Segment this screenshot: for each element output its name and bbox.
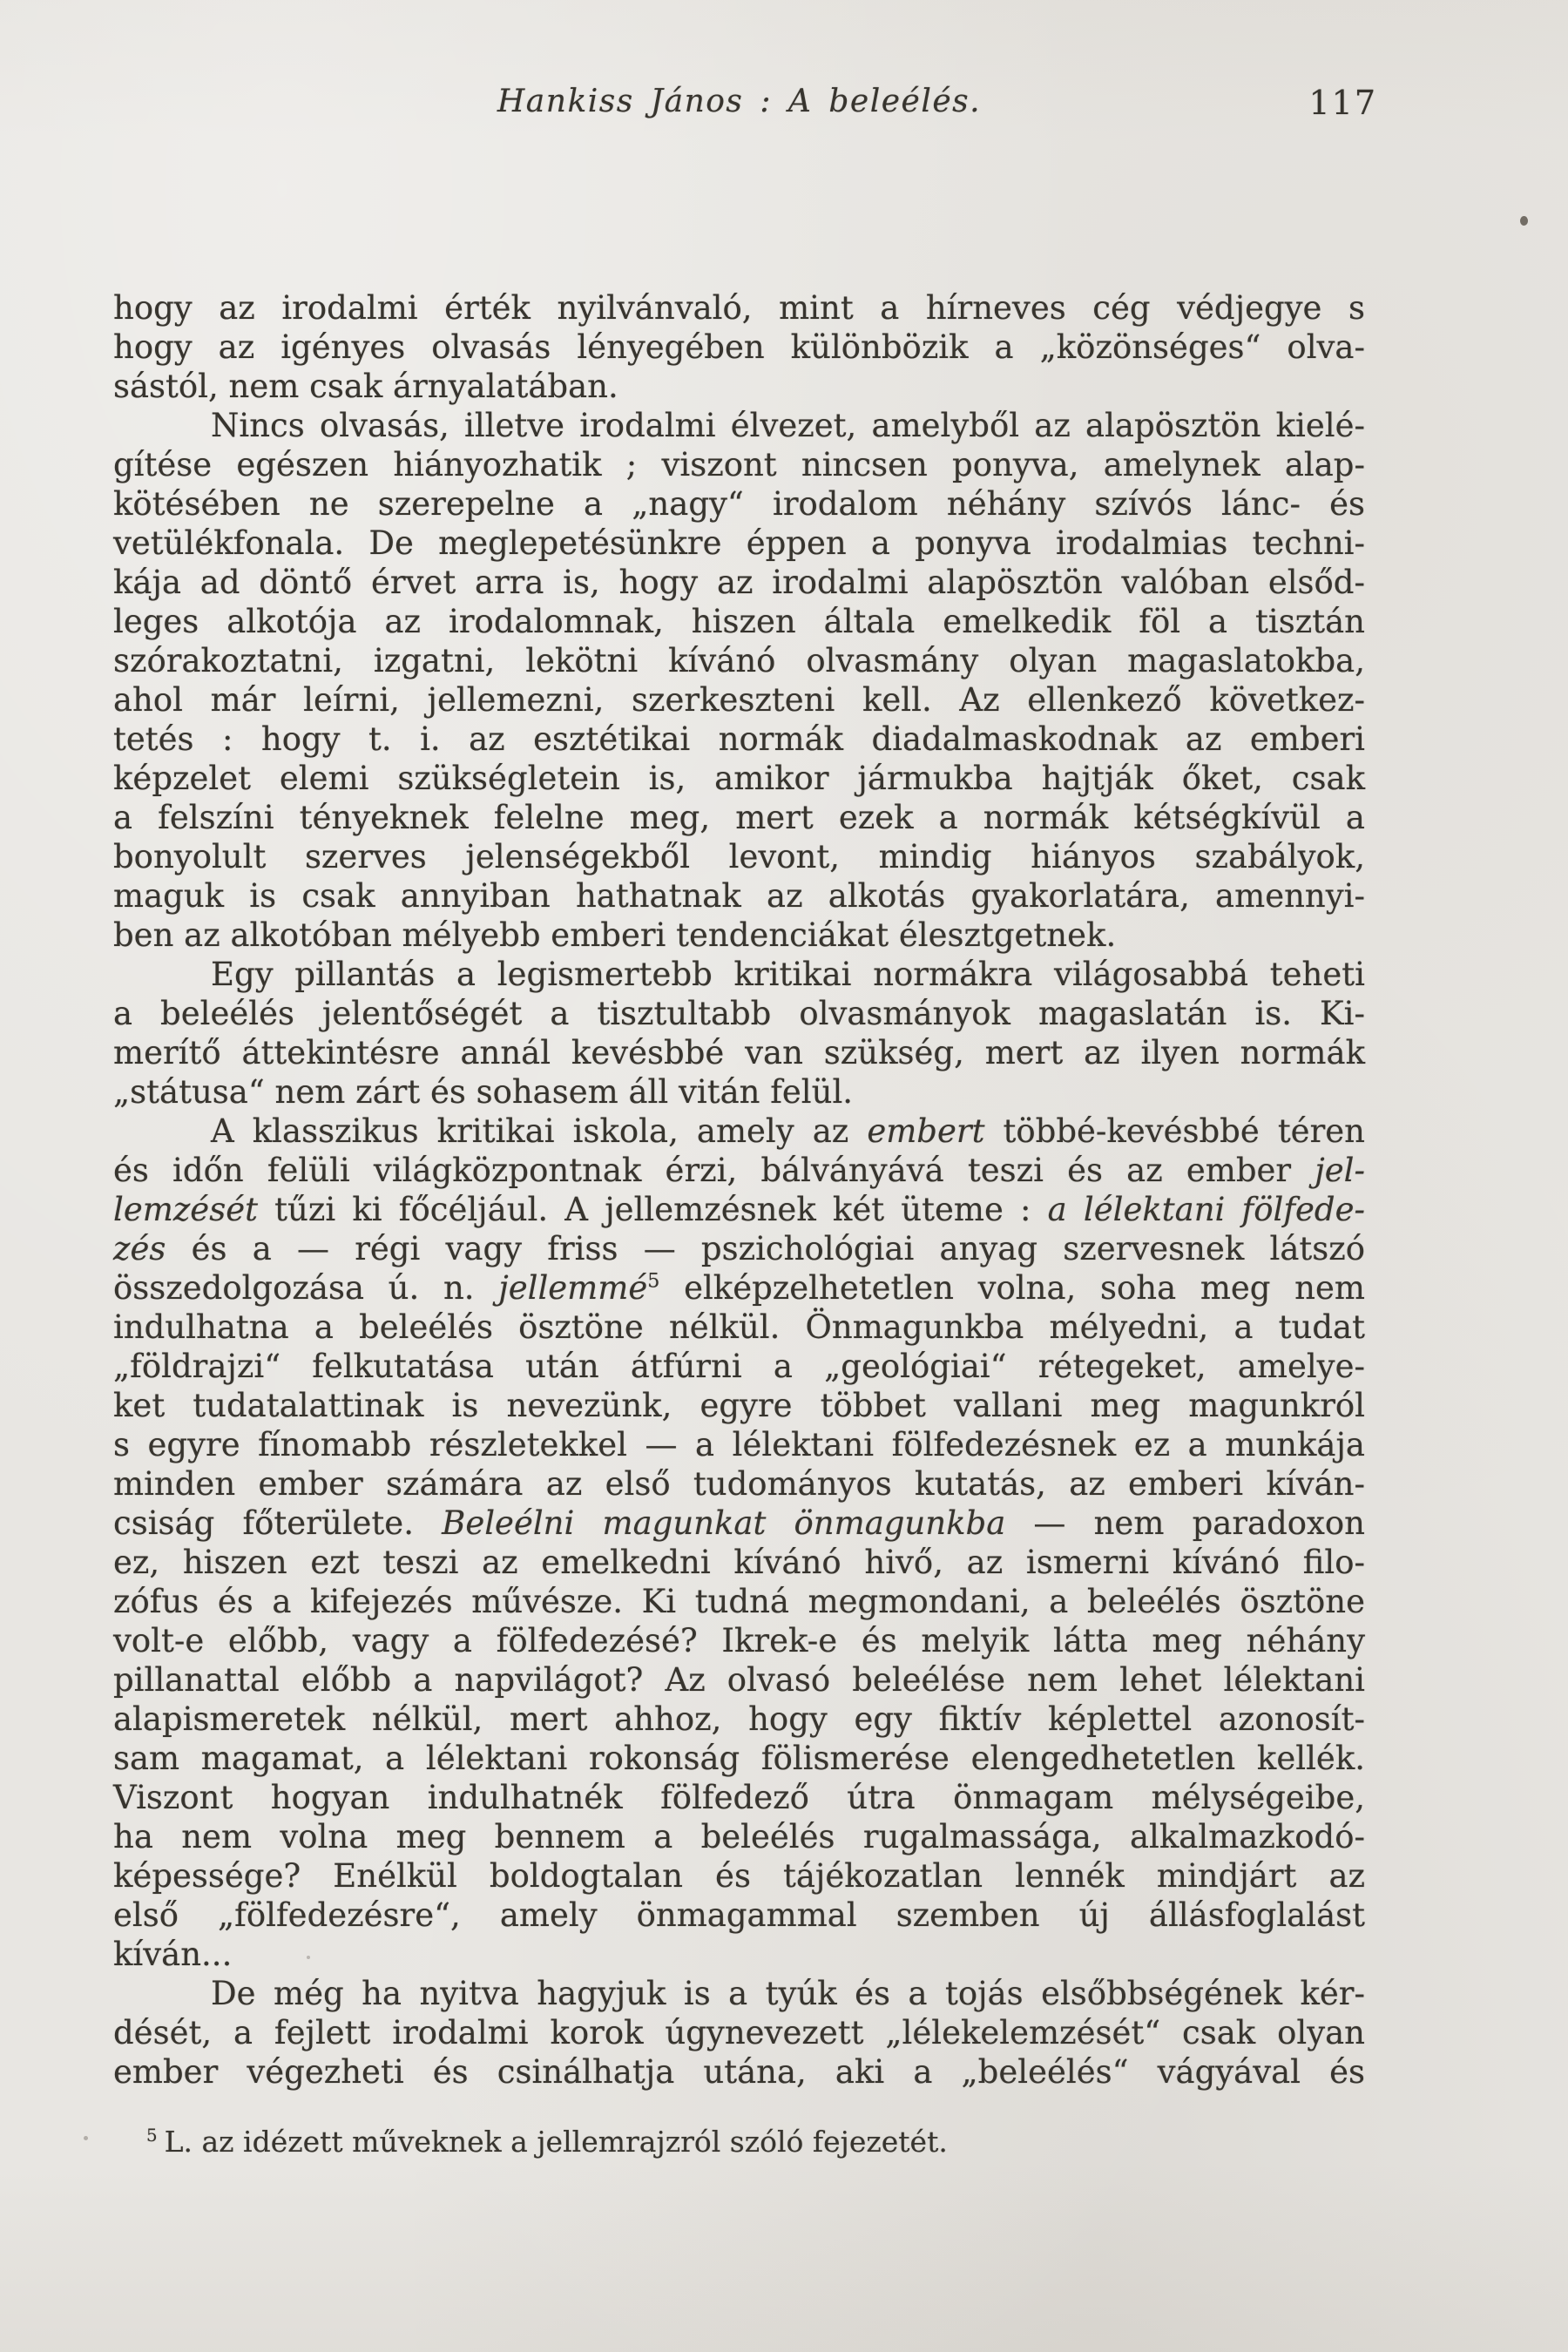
text-line: lemzését tűzi ki főcéljául. A jellemzésnek két üteme : a lélektani fölfede-	[113, 1191, 1366, 1228]
text-line: kíván...	[113, 1936, 233, 1973]
text-line: volt-e előbb, vagy a fölfedezésé? Ikrek-e és melyik látta meg néhány	[113, 1622, 1365, 1659]
emphasis-text: zés	[113, 1230, 166, 1267]
text-line: tetés : hogy t. i. az esztétikai normák diadalmaskodnak az emberi	[113, 720, 1365, 758]
text-line: vetülékfonala. De meglepetésünkre éppen a ponyva irodalmias techni-	[113, 524, 1365, 562]
text-line: De még ha nyitva hagyjuk is a tyúk és a tojás elsőbbségének kér-	[211, 1975, 1365, 2012]
emphasis-text: a lélektani fölfede-	[1047, 1191, 1366, 1228]
scan-speck	[1520, 216, 1528, 226]
running-title: Hankiss János : A beleélés.	[497, 84, 982, 119]
page-number: 117	[1308, 84, 1377, 122]
text-line: ket tudatalattinak is nevezünk, egyre többet vallani meg magunkról	[113, 1387, 1365, 1424]
scan-speck	[307, 1956, 310, 1959]
text-line: A klasszikus kritikai iskola, amely az embert többé-kevésbbé téren	[211, 1112, 1365, 1150]
text-line: leges alkotója az irodalomnak, hiszen általa emelkedik föl a tisztán	[113, 603, 1365, 640]
text-line: összedolgozása ú. n. jellemmé$^5$ elképzelhetetlen volna, soha meg nem	[113, 1269, 1365, 1307]
text-line: indulhatna a beleélés ösztöne nélkül. Önmagunkba mélyedni, a tudat	[113, 1308, 1365, 1346]
text-line: merítő áttekintésre annál kevésbbé van szükség, mert az ilyen normák	[113, 1034, 1365, 1071]
text-line: és időn felüli világközpontnak érzi, bálványává teszi és az ember jel-	[113, 1152, 1365, 1189]
emphasis-text: lemzését	[113, 1191, 258, 1228]
text-line: „földrajzi“ felkutatása után átfúrni a „geológiai“ rétegeket, amelye-	[113, 1348, 1365, 1385]
text-line: dését, a fejlett irodalmi korok úgynevezett „lélekelemzését“ csak olyan	[113, 2014, 1365, 2051]
text-line: Viszont hogyan indulhatnék fölfedező útra önmagam mélységeibe,	[113, 1779, 1365, 1816]
footnote-text: L. az idézett műveknek a jellemrajzról szóló fejezetét.	[164, 2125, 948, 2159]
text-line: zés és a — régi vagy friss — pszichológiai anyag szervesnek látszó	[113, 1230, 1365, 1267]
page-header	[113, 84, 1377, 127]
text-line: maguk is csak annyiban hathatnak az alkotás gyakorlatára, amennyi-	[113, 877, 1365, 915]
footnote-marker: 5	[146, 2126, 158, 2146]
emphasis-text: jel-	[1315, 1152, 1365, 1189]
text-line: zófus és a kifejezés művésze. Ki tudná megmondani, a beleélés ösztöne	[113, 1583, 1365, 1620]
text-line: bonyolult szerves jelenségekből levont, mindig hiányos szabályok,	[113, 838, 1365, 875]
text-line: a beleélés jelentőségét a tisztultabb olvasmányok magaslatán is. Ki-	[113, 995, 1365, 1032]
footnote	[113, 2124, 1365, 2160]
emphasis-text: embert	[867, 1112, 985, 1150]
text-line: minden ember számára az első tudományos kutatás, az emberi kíván-	[113, 1465, 1365, 1503]
footnote-ref: 5	[647, 1269, 660, 1293]
text-line: szórakoztatni, izgatni, lekötni kívánó olvasmány olyan magaslatokba,	[113, 642, 1365, 679]
text-line: a felszíni tényeknek felelne meg, mert ezek a normák kétségkívül a	[113, 799, 1365, 836]
text-line: hogy az irodalmi érték nyilvánvaló, mint a hírneves cég védjegye s	[113, 289, 1365, 327]
text-line: ez, hiszen ezt teszi az emelkedni kívánó hivő, az ismerni kívánó filo-	[113, 1544, 1365, 1581]
text-line: gítése egészen hiányozhatik ; viszont nincsen ponyva, amelynek alap-	[113, 446, 1365, 483]
text-line: csiság főterülete. Beleélni magunkat önmagunkba — nem paradoxon	[113, 1504, 1365, 1542]
text-line: ember végezheti és csinálhatja utána, aki a „beleélés“ vágyával és	[113, 2053, 1365, 2091]
body-text	[113, 288, 1365, 2092]
text-line: pillanattal előbb a napvilágot? Az olvasó beleélése nem lehet lélektani	[113, 1661, 1365, 1699]
emphasis-text: jellemmé	[498, 1269, 648, 1307]
scan-speck	[84, 2136, 88, 2140]
text-line: sam magamat, a lélektani rokonság fölismerése elengedhetetlen kellék.	[113, 1740, 1365, 1777]
text-line: Egy pillantás a legismertebb kritikai normákra világosabbá teheti	[211, 956, 1365, 993]
text-line: sástól, nem csak árnyalatában.	[113, 368, 618, 405]
text-line: ahol már leírni, jellemezni, szerkeszteni kell. Az ellenkező következ-	[113, 681, 1365, 719]
emphasis-text: Beleélni magunkat önmagunkba	[442, 1504, 1006, 1542]
text-line: kötésében ne szerepelne a „nagy“ irodalom néhány szívós lánc- és	[113, 485, 1365, 523]
text-line: első „fölfedezésre“, amely önmagammal szemben új állásfoglalást	[113, 1896, 1365, 1934]
text-line: alapismeretek nélkül, mert ahhoz, hogy egy fiktív képlettel azonosít-	[113, 1700, 1365, 1738]
text-line: hogy az igényes olvasás lényegében különbözik a „közönséges“ olva-	[113, 328, 1365, 366]
text-line: képessége? Enélkül boldogtalan és tájékozatlan lennék mindjárt az	[113, 1857, 1365, 1895]
text-line: kája ad döntő érvet arra is, hogy az irodalmi alapösztön valóban elsőd-	[113, 564, 1365, 601]
text-line: képzelet elemi szükségletein is, amikor jármukba hajtják őket, csak	[113, 760, 1365, 797]
text-line: ben az alkotóban mélyebb emberi tendenciákat élesztgetnek.	[113, 916, 1117, 954]
text-line: „státusa“ nem zárt és sohasem áll vitán felül.	[113, 1073, 854, 1111]
text-line: ha nem volna meg bennem a beleélés rugalmassága, alkalmazkodó-	[113, 1818, 1365, 1855]
text-line: s egyre fínomabb részletekkel — a lélektani fölfedezésnek ez a munkája	[113, 1426, 1365, 1463]
text-line: Nincs olvasás, illetve irodalmi élvezet, amelyből az alapösztön kielé-	[211, 407, 1365, 444]
